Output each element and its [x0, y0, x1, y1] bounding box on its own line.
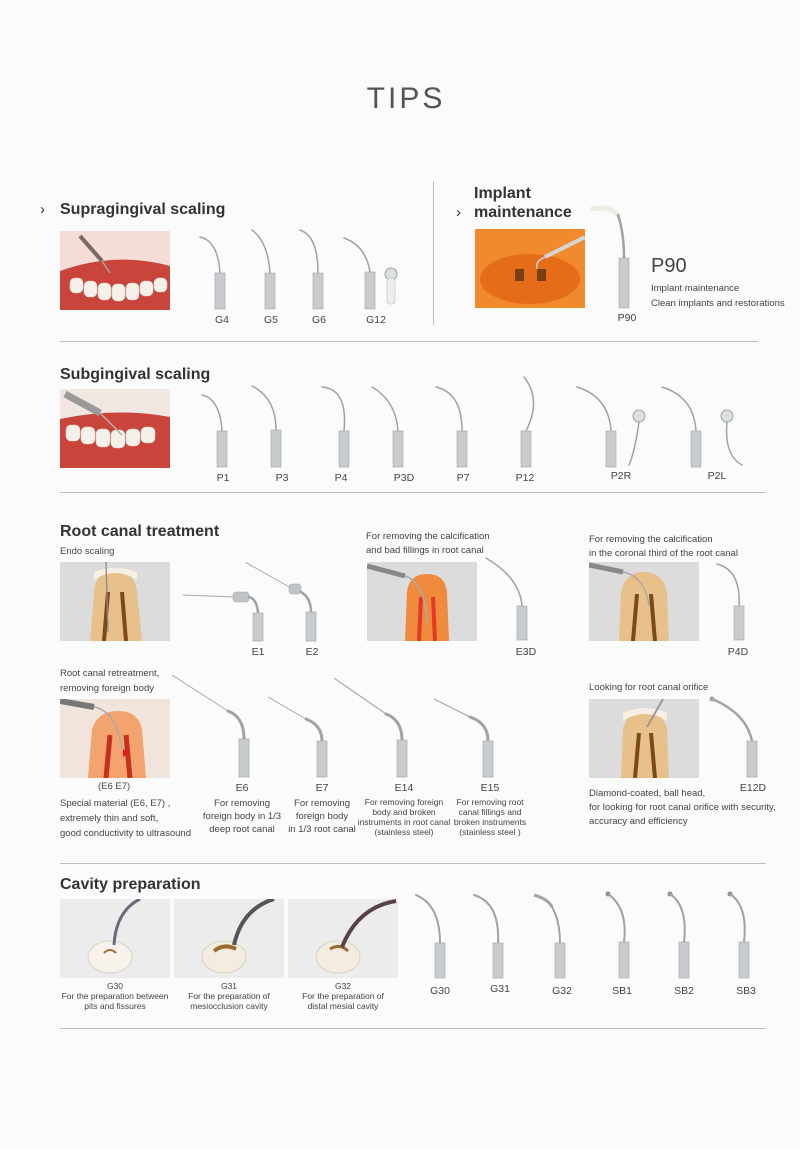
tip-desc-e7: [284, 797, 360, 836]
cavity-photo-g30: [60, 899, 170, 978]
tip-label-p2l: P2L: [707, 470, 727, 482]
tip-label-g6: G6: [311, 314, 326, 326]
endo-scaling-photo: [60, 562, 170, 641]
orifice-desc-line2: for looking for root canal orifice with security,: [589, 802, 776, 813]
tip-desc-e15-line1: For removing root: [456, 797, 524, 807]
section-divider: [60, 1028, 766, 1029]
cavity-caption-g31-line1: For the preparation of: [188, 991, 270, 1001]
tip-image-g30: [414, 893, 454, 980]
tip-label-g5: G5: [263, 314, 278, 326]
tip-label-p3d: P3D: [393, 472, 415, 484]
tip-desc-e6-line3: deep root canal: [209, 824, 275, 835]
tip-image-e2: [245, 562, 320, 643]
retreat-photo-caption: (E6 E7): [98, 781, 131, 792]
tip-label-e7: E7: [315, 782, 329, 794]
cavity-caption-g31: [174, 981, 284, 1011]
cavity-caption-g32-name: G32: [334, 981, 352, 991]
supragingival-heading: Supragingival scaling: [60, 201, 226, 218]
implant-desc-line2: Clean implants and restorations: [651, 298, 785, 309]
tip-image-p4: [318, 385, 358, 469]
tip-label-p3: P3: [275, 472, 289, 484]
implant-heading-line2: maintenance: [474, 204, 572, 221]
tip-image-e3d: [484, 556, 534, 642]
tip-desc-e14-line2: body and broken: [372, 807, 436, 817]
tip-label-g32: G32: [552, 985, 572, 997]
material-line1: Special material (E6, E7) ,: [60, 798, 171, 809]
tip-desc-e15-line4: (stainless steel ): [459, 827, 521, 837]
tip-image-g12: [342, 236, 402, 311]
tip-image-p3d: [368, 385, 408, 469]
implant-heading-line1: Implant: [474, 185, 531, 202]
tip-image-p1: [200, 391, 240, 469]
tip-image-p3: [250, 384, 290, 469]
calc-root-line2: and bad fillings in root canal: [366, 545, 484, 556]
subgingival-photo: [60, 389, 170, 468]
tip-label-g30: G30: [430, 985, 450, 997]
cavity-caption-g31-line2: mesiocclusion cavity: [190, 1001, 268, 1011]
tip-image-e6: [172, 675, 252, 779]
tip-desc-e7-line3: in 1/3 root canal: [288, 824, 356, 835]
tip-image-p7: [434, 385, 474, 469]
calc-coronal-photo: [589, 562, 699, 641]
tip-label-p12: P12: [515, 472, 535, 484]
tip-label-p90: P90: [617, 312, 637, 324]
tip-image-p90: [590, 203, 635, 311]
tip-label-p1: P1: [216, 472, 230, 484]
tip-label-p4: P4: [334, 472, 348, 484]
cavity-heading: Cavity preparation: [60, 876, 201, 893]
calc-coronal-line2: in the coronal third of the root canal: [589, 548, 738, 559]
implant-desc-line1: Implant maintenance: [651, 283, 740, 294]
endo-scaling-label: Endo scaling: [60, 546, 115, 557]
tip-label-g31: G31: [490, 983, 510, 995]
tip-label-sb3: SB3: [736, 985, 756, 997]
material-line3: good conductivity to ultrasound: [60, 828, 191, 839]
page-title: TIPS: [366, 82, 446, 115]
tip-image-g5: [248, 228, 288, 311]
tip-desc-e7-line2: foreign body: [295, 811, 349, 822]
tip-label-sb2: SB2: [674, 985, 694, 997]
tip-image-g32: [532, 893, 572, 980]
tip-label-e12d: E12D: [739, 782, 767, 794]
tip-desc-e15-line3: broken instruments: [453, 817, 527, 827]
tip-desc-e7-line1: For removing: [294, 798, 350, 809]
tip-label-e15: E15: [480, 782, 500, 794]
tip-desc-e14-line1: For removing foreign: [364, 797, 444, 807]
calc-root-photo: [367, 562, 477, 641]
tip-label-e6: E6: [235, 782, 249, 794]
chevron-right-icon: ›: [456, 204, 461, 221]
tip-image-p12: [512, 375, 552, 469]
cavity-caption-g32: [288, 981, 398, 1011]
tip-desc-e15: [448, 797, 532, 837]
tip-image-g6: [296, 228, 336, 311]
tip-desc-e6-line2: foreign body in 1/3: [202, 811, 282, 822]
tip-label-sb1: SB1: [612, 985, 632, 997]
tip-image-e12d: [708, 695, 768, 779]
implant-model-name: P90: [651, 255, 687, 277]
tip-image-p2r: [575, 385, 655, 469]
supragingival-photo: [60, 231, 170, 310]
root-canal-heading: Root canal treatment: [60, 523, 220, 540]
orifice-label: Looking for root canal orifice: [589, 682, 709, 693]
tip-image-sb3: [724, 890, 764, 980]
section-divider: [60, 492, 766, 493]
tip-desc-e6: [196, 797, 288, 836]
cavity-caption-g30: [60, 981, 170, 1011]
section-divider: [433, 181, 434, 325]
tip-label-g4: G4: [214, 314, 229, 326]
subgingival-heading: Subgingival scaling: [60, 366, 211, 383]
tip-image-e15: [434, 699, 496, 779]
tip-desc-e14: [354, 797, 454, 837]
tip-image-g31: [472, 893, 512, 980]
tip-label-e3d: E3D: [515, 646, 537, 658]
tip-image-p2l: [660, 385, 750, 469]
tip-label-p4d: P4D: [727, 646, 749, 658]
tip-desc-e6-line1: For removing: [214, 798, 270, 809]
tip-desc-e15-line2: canal fillings and: [458, 807, 522, 817]
cavity-photo-g31: [174, 899, 284, 978]
retreat-photo: [60, 699, 170, 778]
cavity-caption-g30-line2: pits and fissures: [84, 1001, 146, 1011]
tip-label-e14: E14: [394, 782, 414, 794]
section-divider: [60, 341, 758, 342]
tip-label-g12: G12: [366, 314, 386, 326]
tip-label-p7: P7: [456, 472, 470, 484]
tip-image-sb2: [664, 890, 704, 980]
calc-coronal-line1: For removing the calcification: [589, 534, 713, 545]
cavity-caption-g30-line1: For the preparation between: [61, 991, 169, 1001]
section-divider: [60, 863, 766, 864]
tip-image-g4: [198, 233, 238, 311]
chevron-right-icon: ›: [40, 201, 45, 218]
material-line2: extremely thin and soft,: [60, 813, 159, 824]
tip-image-p4d: [715, 562, 755, 642]
calc-root-line1: For removing the calcification: [366, 531, 490, 542]
orifice-desc-line3: accuracy and efficiency: [589, 816, 688, 827]
retreat-line1: Root canal retreatment,: [60, 668, 160, 679]
tip-desc-e14-line4: (stainless steel): [374, 827, 434, 837]
tip-image-sb1: [600, 890, 640, 980]
tip-image-e7: [268, 697, 332, 779]
orifice-photo: [589, 699, 699, 778]
cavity-caption-g31-name: G31: [220, 981, 238, 991]
orifice-desc-line1: Diamond-coated, ball head,: [589, 788, 706, 799]
cavity-caption-g32-line2: distal mesial cavity: [307, 1001, 379, 1011]
tip-label-p2r: P2R: [610, 470, 632, 482]
implant-photo: [475, 229, 585, 308]
tip-label-e1: E1: [251, 646, 265, 658]
cavity-caption-g32-line1: For the preparation of: [302, 991, 384, 1001]
tip-desc-e14-line3: instruments in root canal: [357, 817, 451, 827]
retreat-line2: removing foreign body: [60, 683, 154, 694]
tip-image-e14: [334, 678, 410, 779]
tip-label-e2: E2: [305, 646, 319, 658]
cavity-photo-g32: [288, 899, 398, 978]
cavity-caption-g30-name: G30: [106, 981, 124, 991]
